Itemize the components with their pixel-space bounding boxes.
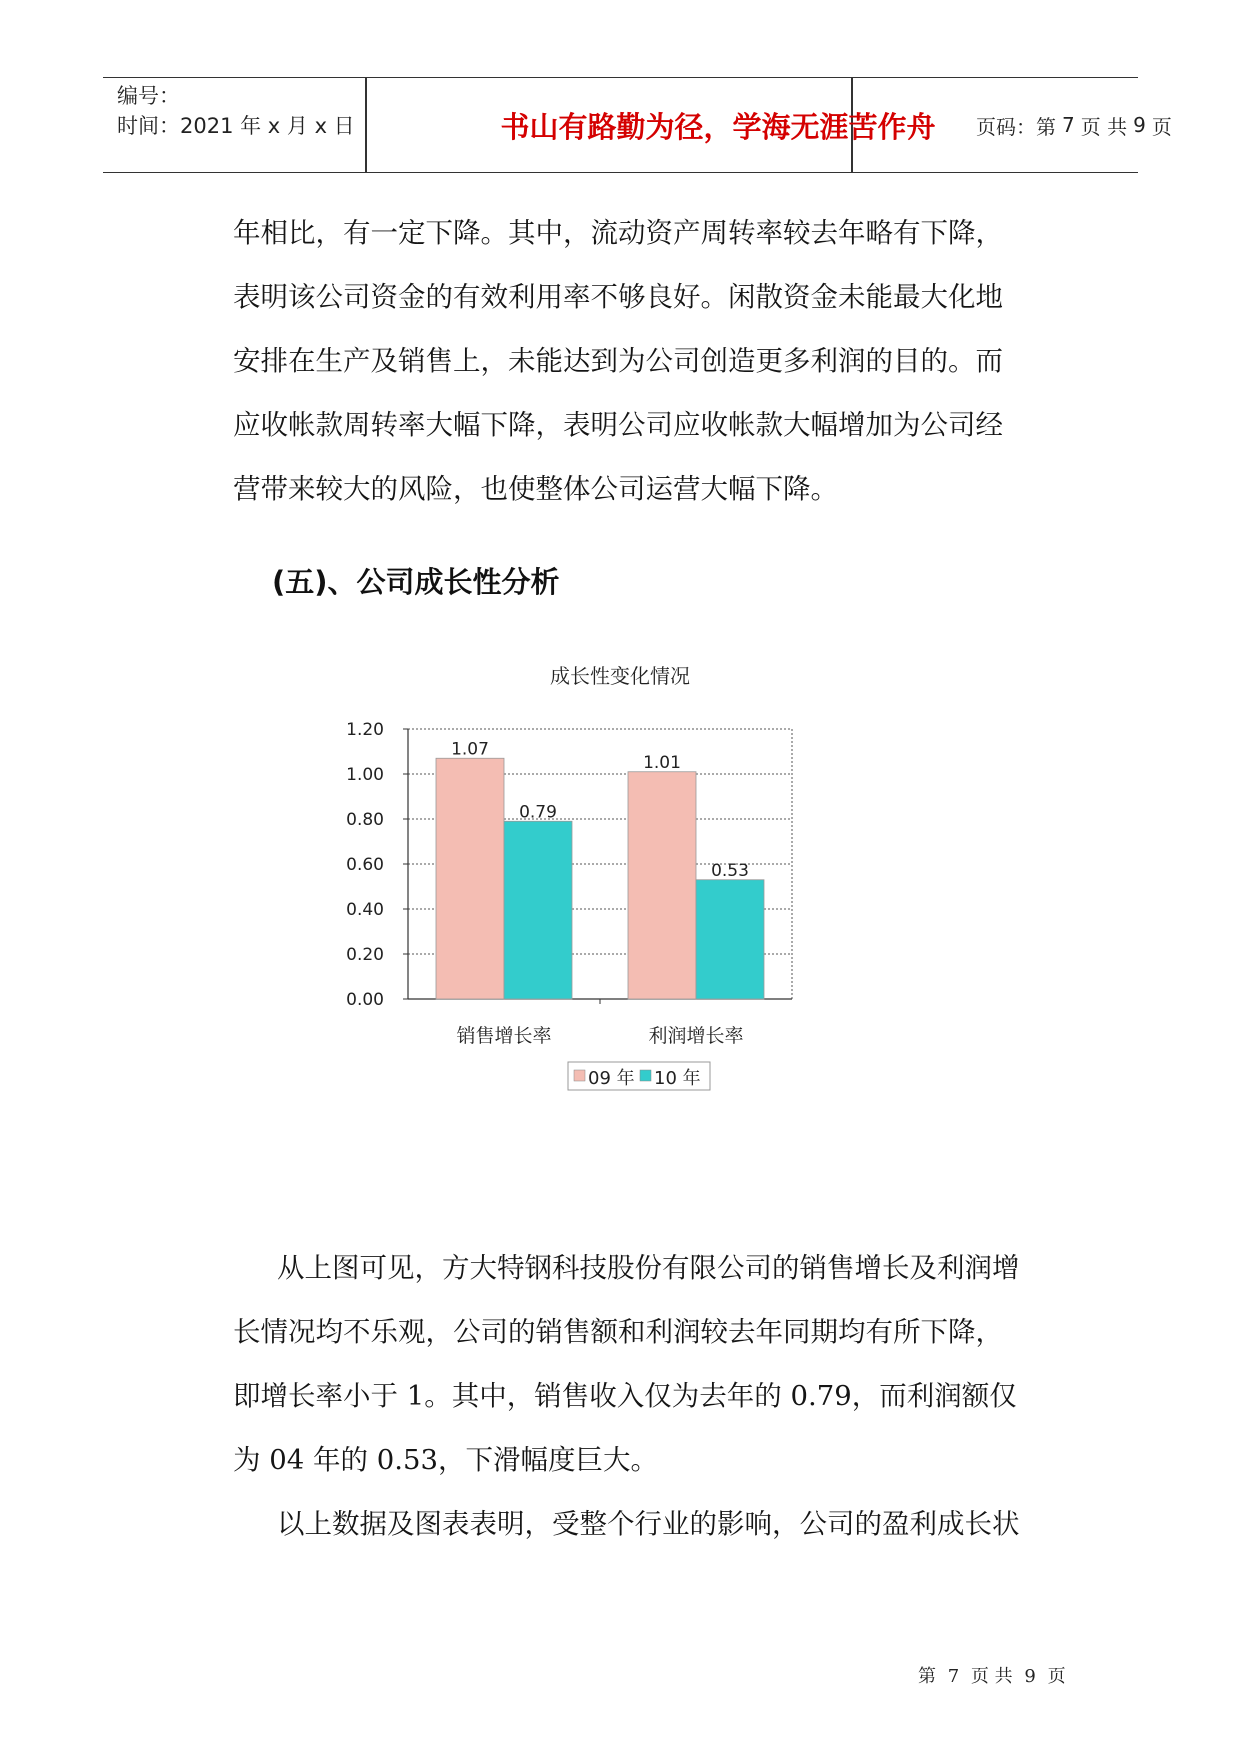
footer-page-number: 7 (947, 1666, 960, 1687)
bar (696, 880, 764, 999)
paragraph-conclusion (233, 1492, 1063, 1556)
header-meta (117, 81, 355, 141)
legend-label: 10 年 (654, 1068, 701, 1089)
footer-mid: 页 共 (970, 1666, 1013, 1687)
text-line: 安排在生产及销售上，未能达到为公司创造更多利润的目的。而 (233, 345, 1003, 377)
x-category-label: 销售增长率 (456, 1025, 552, 1047)
page-total: 9 (1133, 113, 1146, 137)
legend-label: 09 年 (588, 1068, 635, 1089)
text-line: 营带来较大的风险，也使整体公司运营大幅下降。 (233, 473, 838, 505)
paragraph-growth-analysis (233, 1236, 1063, 1492)
paragraph-turnover (233, 201, 1063, 521)
bar (628, 772, 696, 999)
text-line: 从上图可见，方大特钢科技股份有限公司的销售增长及利润增 (277, 1252, 1020, 1284)
bar-value-label: 1.07 (451, 739, 489, 760)
document-time-label: 时间：2021 年 x 月 x 日 (117, 114, 355, 138)
footer-page-total: 9 (1024, 1666, 1036, 1687)
page-mid: 页 共 (1080, 114, 1128, 139)
y-tick-label: 0.20 (346, 945, 384, 965)
footer-suffix: 页 (1047, 1666, 1066, 1687)
y-tick-label: 0.40 (346, 900, 384, 920)
page-footer (915, 1662, 1069, 1688)
bar-value-label: 0.53 (711, 860, 749, 881)
document-number-label: 编号： (117, 84, 180, 108)
page-prefix: 页码：第 (976, 114, 1056, 139)
footer-prefix: 第 (918, 1666, 936, 1687)
text-line: 年相比，有一定下降。其中，流动资产周转率较去年略有下降， (233, 217, 1003, 249)
bar-value-label: 1.01 (643, 752, 681, 773)
legend-swatch (640, 1070, 651, 1081)
legend-swatch (574, 1070, 585, 1081)
text-line: 以上数据及图表表明，受整个行业的影响，公司的盈利成长状 (277, 1508, 1020, 1540)
text-line: 为 04 年的 0.53，下滑幅度巨大。 (233, 1444, 658, 1476)
page-suffix: 页 (1151, 114, 1172, 139)
text-line: 长情况均不乐观，公司的销售额和利润较去年同期均有所下降， (233, 1316, 1003, 1348)
growth-chart-svg (320, 655, 920, 1105)
chart-title: 成长性变化情况 (550, 664, 690, 688)
page-number: 7 (1062, 113, 1075, 137)
header-page-indicator (973, 78, 1175, 172)
y-tick-label: 0.60 (346, 855, 384, 875)
header-motto: 书山有路勤为径，学海无涯苦作舟 (500, 109, 936, 144)
bar (436, 758, 504, 999)
section-heading: (五)、公司成长性分析 (272, 565, 560, 599)
bar-value-label: 0.79 (519, 802, 557, 823)
y-tick-label: 1.00 (346, 765, 384, 785)
text-line: 应收帐款周转率大幅下降，表明公司应收帐款大幅增加为公司经 (233, 409, 1003, 441)
growth-chart (320, 655, 920, 1105)
page-header (103, 77, 1172, 173)
bar (504, 821, 572, 999)
y-tick-label: 1.20 (346, 720, 384, 740)
header-divider (365, 78, 367, 172)
y-tick-label: 0.00 (346, 990, 384, 1010)
text-line: 即增长率小于 1。其中，销售收入仅为去年的 0.79，而利润额仅 (233, 1380, 1017, 1412)
text-line: 表明该公司资金的有效利用率不够良好。闲散资金未能最大化地 (233, 281, 1003, 313)
x-category-label: 利润增长率 (648, 1025, 744, 1047)
y-tick-label: 0.80 (346, 810, 384, 830)
